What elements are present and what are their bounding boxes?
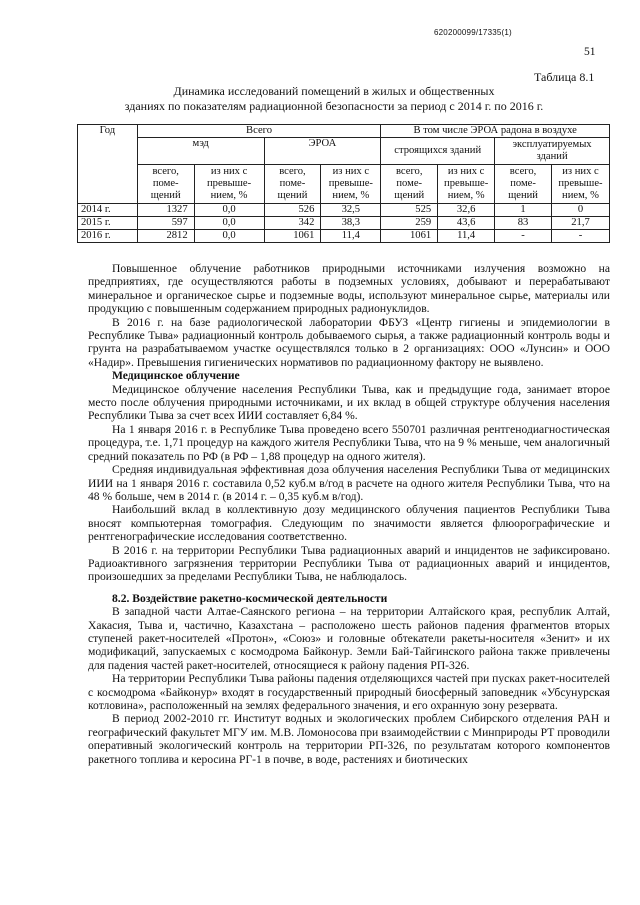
table-number: Таблица 8.1 — [534, 70, 595, 84]
value-cell: 259 — [381, 217, 438, 230]
year-cell: 2016 г. — [78, 230, 138, 243]
header-count: всего, поме-щений — [381, 165, 438, 204]
header-eroa: ЭРОА — [264, 138, 381, 165]
header-count: всего, поме-щений — [264, 165, 321, 204]
value-cell: 38,3 — [321, 217, 381, 230]
table-row — [78, 230, 610, 243]
spacer — [88, 584, 610, 592]
value-cell: 1061 — [381, 230, 438, 243]
header-year: Год — [78, 125, 138, 204]
paragraph: Повышенное облучение работников природными источниками излучения возможно на предприятиях, где осуществляются работы в подземных условиях, добывают и перерабатывают минеральное и органическое сырье и подземные воды, используют минеральное сырье, материалы или продукцию с повышенным содержанием природных радионуклидов. — [88, 262, 610, 316]
header-count: всего, поме-щений — [495, 165, 552, 204]
header-med: мэд — [137, 138, 264, 165]
header-excess: из них с превыше-нием, % — [438, 165, 495, 204]
year-cell: 2015 г. — [78, 217, 138, 230]
value-cell: 1061 — [264, 230, 321, 243]
value-cell: - — [495, 230, 552, 243]
header-excess: из них с превыше-нием, % — [194, 165, 264, 204]
value-cell: 597 — [137, 217, 194, 230]
document-id: 620200099/17335(1) — [434, 28, 512, 37]
paragraph: На 1 января 2016 г. в Республике Тыва проведено всего 550701 различная рентгенодиагностическая процедура, т.е. 1,71 процедур на каждого жителя Республики Тыва, что на 9 % меньше, чем аналогичный средний показатель по РФ (в РФ – 1,88 процедур на одного жителя). — [88, 422, 610, 463]
header-radon: В том числе ЭРОА радона в воздухе — [381, 125, 610, 138]
header-excess: из них с превыше-нием, % — [321, 165, 381, 204]
value-cell: 21,7 — [551, 217, 609, 230]
value-cell: 2812 — [137, 230, 194, 243]
value-cell: 526 — [264, 204, 321, 217]
table-title — [74, 84, 594, 114]
value-cell: 43,6 — [438, 217, 495, 230]
paragraph: В период 2002-2010 гг. Институт водных и экологических проблем Сибирского отделения РАН и географический факультет МГУ им. М.В. Ломоносова при взаимодействии с Минприроды РТ проводили оперативный экологический контроль на территории РП-326, по результатам которого компонентов ракетного топлива и керосина РГ-1 в почве, в воде, растениях и биотических — [88, 712, 610, 766]
header-building: строящихся зданий — [381, 138, 495, 165]
paragraph: В западной части Алтае-Саянского региона – на территории Алтайского края, республик Алтай, Хакасия, Тыва и, частично, Казахстана – расположено шесть районов падения фрагментов вторых ступеней ракет-носителей «Протон», «Союз» и головные обтекатели ракеты-носителя «Зенит» и их модификаций, запускаемых с космодрома Байконур. Земли Бай-Тайгинского района также привлечены для падения частей ракет-носителей, относящиеся к району падения РП-326. — [88, 605, 610, 672]
value-cell: 0,0 — [194, 204, 264, 217]
value-cell: 32,6 — [438, 204, 495, 217]
header-count: всего, поме-щений — [137, 165, 194, 204]
value-cell: 0,0 — [194, 230, 264, 243]
value-cell: 0,0 — [194, 217, 264, 230]
paragraph: На территории Республики Тыва районы падения отделяющихся частей при пусках ракет-носителей с космодрома «Байконур» входят в государственный природный биосферный заповедник «Убсунурская котловина», расположенный на землях федерального значения, и его охранную зону резервата. — [88, 672, 610, 712]
radiation-survey-table — [77, 124, 610, 243]
table-row — [78, 217, 610, 230]
paragraph: В 2016 г. на территории Республики Тыва радиационных аварий и инцидентов не зафиксировано. Радиоактивного загрязнения территории Республики Тыва от радиационных аварий и инцидентов, произошедших за пределами Республики Тыва, не наблюдалось. — [88, 543, 610, 584]
value-cell: 525 — [381, 204, 438, 217]
value-cell: 83 — [495, 217, 552, 230]
table-row — [78, 204, 610, 217]
value-cell: 1327 — [137, 204, 194, 217]
value-cell: 11,4 — [321, 230, 381, 243]
header-total: Всего — [137, 125, 381, 138]
value-cell: 342 — [264, 217, 321, 230]
value-cell: 32,5 — [321, 204, 381, 217]
paragraph: Средняя индивидуальная эффективная доза облучения населения Республики Тыва от медицинских ИИИ на 1 января 2016 г. составила 0,52 куб.м в/год в расчете на одного жителя Республики Тыва, что на 48 % больше, чем в 2014 г. (в 2014 г. – 0,35 куб.м в/год). — [88, 463, 610, 503]
value-cell: 1 — [495, 204, 552, 217]
value-cell: 11,4 — [438, 230, 495, 243]
table-title-line-2: зданиях по показателям радиационной безопасности за период с 2014 г. по 2016 г. — [124, 99, 544, 113]
paragraph: В 2016 г. на базе радиологической лаборатории ФБУЗ «Центр гигиены и эпидемиологии в Республике Тыва» радиационный контроль добываемого сырья, а также радиационный контроль воды и грунта на разрабатываемом участке осуществлялся только в 2 организациях: ООО «Лунсин» и ООО «Надир». Превышения гигиенических нормативов по радиационному фактору не выявлено. — [88, 315, 610, 369]
document-body — [88, 262, 610, 766]
section-heading-rocket: 8.2. Воздействие ракетно-космической деятельности — [112, 591, 388, 605]
table-title-line-1: Динамика исследований помещений в жилых и общественных — [173, 84, 495, 98]
header-operated: эксплуатируемых зданий — [495, 138, 610, 165]
value-cell: - — [551, 230, 609, 243]
year-cell: 2014 г. — [78, 204, 138, 217]
paragraph: Медицинское облучение населения Республики Тыва, как и предыдущие года, занимает второе место после облучения природными источниками, и их вклад в общей структуре облучения населения Республики Тыва за счет всех ИИИ составляет 6,84 %. — [88, 382, 610, 423]
section-heading-medical: Медицинское облучение — [112, 369, 240, 383]
paragraph: Наибольший вклад в коллективную дозу медицинского облучения пациентов Республики Тыва вносят компьютерная томография. Следующим по значимости является флюорографические и рентгенографические исследования соответственно. — [88, 503, 610, 544]
header-excess: из них с превыше-нием, % — [551, 165, 609, 204]
value-cell: 0 — [551, 204, 609, 217]
page-number: 51 — [584, 46, 596, 58]
